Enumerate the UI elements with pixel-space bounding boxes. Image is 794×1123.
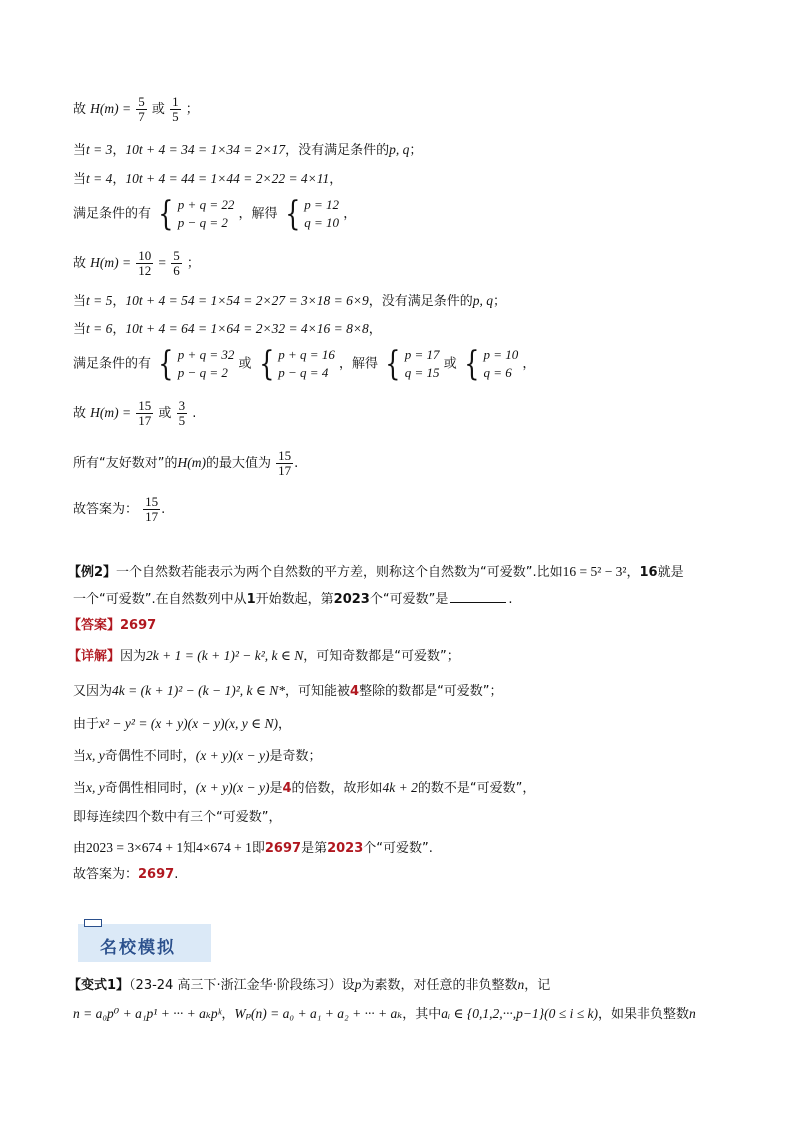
variant-tag: 【变式1】 <box>68 978 130 993</box>
brace-icon: { <box>158 344 174 384</box>
solution-line <box>73 320 382 339</box>
text: ， <box>626 565 640 580</box>
example-tag: 【例2】 <box>68 565 117 580</box>
detail-line <box>73 839 433 858</box>
text: ，如果非负整数 <box>597 1007 689 1022</box>
detail-line <box>68 647 460 666</box>
text: ，其中 <box>402 1007 442 1022</box>
text: ， <box>277 717 291 732</box>
equation-system <box>282 196 339 232</box>
text: ，可知能被 <box>285 684 351 699</box>
number: 16 <box>639 565 658 580</box>
math: 10t + 4 = 64 = 1×64 = 2×32 = 4×16 = 8×8 <box>125 321 369 336</box>
text: 当 <box>73 294 87 309</box>
text: 就是 <box>657 565 684 580</box>
section-title: 名校模拟 <box>100 938 176 958</box>
fraction <box>170 95 181 124</box>
text: ，可知奇数都是“可爱数”； <box>303 649 460 664</box>
math: 4×674 + 1 <box>196 840 252 855</box>
text: ； <box>409 143 423 158</box>
math: p <box>354 977 362 992</box>
solution-line <box>73 346 535 382</box>
banner-tab-icon <box>84 919 102 927</box>
equation-system <box>155 196 234 232</box>
text: . <box>192 406 197 421</box>
text: 一个“可爱数”.在自然数列中从 <box>73 592 247 607</box>
text: 开始数起，第 <box>255 592 334 607</box>
text: 的最大值为 <box>205 456 271 471</box>
text: 故 <box>73 256 87 271</box>
solution-line <box>73 141 422 160</box>
denominator: 7 <box>138 109 145 124</box>
text: 或 <box>443 356 457 372</box>
equation: p − q = 2 <box>177 215 228 230</box>
math: 16 = 5² − 3² <box>562 564 627 579</box>
math: aᵢ ∈ {0,1,2,···,p−1}(0 ≤ i ≤ k) <box>441 1006 598 1021</box>
denominator: 6 <box>173 263 180 278</box>
detail-line <box>73 747 321 766</box>
text: 当 <box>73 781 87 796</box>
equation-system <box>155 346 234 382</box>
text: ， <box>112 143 126 158</box>
numerator: 5 <box>173 248 180 263</box>
numerator: 1 <box>172 94 179 109</box>
answer-line <box>68 617 156 635</box>
text: ， <box>343 206 357 222</box>
fraction <box>171 249 182 278</box>
equation: p + q = 22 <box>177 197 235 212</box>
number: 2023 <box>333 592 370 607</box>
text: . <box>508 592 513 607</box>
numerator: 5 <box>138 94 145 109</box>
variant-line <box>73 1005 696 1024</box>
equation: q = 10 <box>304 215 340 230</box>
detail-line <box>73 715 291 734</box>
text: 一个自然数若能表示为两个自然数的平方差，则称这个自然数为“可爱数”.比如 <box>116 565 563 580</box>
text: 或 <box>238 356 252 372</box>
text: ； <box>493 294 507 309</box>
text: ， <box>112 322 126 337</box>
detail-tag: 【详解】 <box>68 649 121 664</box>
text: 或 <box>158 406 172 421</box>
text: ， <box>368 322 382 337</box>
math: 2k + 1 = (k + 1)² − k², k ∈ N <box>146 648 304 663</box>
text: ，解得 <box>338 356 378 372</box>
math: 2023 = 3×674 + 1 <box>86 840 184 855</box>
denominator: 5 <box>172 109 179 124</box>
equation-system <box>461 346 518 382</box>
text: 或 <box>151 102 165 117</box>
text: 的数不是“可爱数”， <box>417 781 536 796</box>
text: 设 <box>341 978 355 993</box>
text: . <box>294 456 299 471</box>
text: . <box>161 502 166 517</box>
text: 满足条件的有 <box>73 206 152 222</box>
variant-line <box>68 976 550 995</box>
numerator: 10 <box>138 248 152 263</box>
answer-blank <box>450 590 506 603</box>
denominator: 17 <box>138 413 152 428</box>
solution-line <box>73 449 298 478</box>
text: ，解得 <box>238 206 278 222</box>
denominator: 17 <box>278 463 292 478</box>
math: 10t + 4 = 34 = 1×34 = 2×17 <box>125 142 286 157</box>
text: ， <box>329 172 343 187</box>
fraction <box>136 95 147 124</box>
text: 知 <box>183 841 197 856</box>
equation: q = 6 <box>483 365 512 380</box>
numerator: 15 <box>138 398 152 413</box>
math: t = 3 <box>86 142 113 157</box>
numerator: 15 <box>278 448 292 463</box>
math: H(m) <box>177 455 206 470</box>
number: 4 <box>282 781 292 796</box>
text: 又因为 <box>73 684 113 699</box>
denominator: 5 <box>178 413 186 428</box>
text: 是第 <box>301 841 328 856</box>
fraction <box>177 399 188 428</box>
text: 即 <box>251 841 265 856</box>
equation-system <box>256 346 335 382</box>
brace-icon: { <box>258 344 275 384</box>
equation: p = 10 <box>483 347 519 362</box>
denominator: 12 <box>138 263 152 278</box>
solution-line <box>73 495 165 524</box>
math: (x + y)(x − y) <box>195 748 270 763</box>
solution-line <box>73 95 199 124</box>
fraction <box>136 249 153 278</box>
text: ， <box>112 294 126 309</box>
text: 因为 <box>120 649 147 664</box>
text: 故 <box>73 102 87 117</box>
fraction <box>136 399 153 428</box>
detail-line <box>73 682 503 701</box>
fraction <box>143 495 160 524</box>
text: 当 <box>73 749 87 764</box>
text: 由于 <box>73 717 100 732</box>
numerator: 3 <box>178 398 186 413</box>
text: 即每连续四个数中有三个“可爱数”， <box>73 810 282 825</box>
math: n <box>517 977 525 992</box>
number: 1 <box>246 592 256 607</box>
solution-line <box>73 170 342 189</box>
brace-icon: { <box>284 194 301 234</box>
detail-line <box>73 809 281 827</box>
math: 10t + 4 = 54 = 1×54 = 2×27 = 3×18 = 6×9 <box>125 293 369 308</box>
math: x, y <box>86 780 105 795</box>
math: n = a₀p⁰ + a₁p¹ + ··· + aₖpᵏ <box>73 1006 222 1021</box>
answer-value: 2697 <box>120 618 157 633</box>
number: 4 <box>350 684 360 699</box>
math: Wₚ(n) = a₀ + a₁ + a₂ + ··· + aₖ <box>234 1006 403 1021</box>
numerator: 15 <box>145 494 159 509</box>
brace-icon: { <box>464 344 480 384</box>
brace-icon: { <box>158 194 174 234</box>
equation: p = 12 <box>304 197 340 212</box>
text: 故 <box>73 406 87 421</box>
solution-line <box>73 196 356 232</box>
equation: p + q = 32 <box>177 347 235 362</box>
equation: p − q = 2 <box>177 365 228 380</box>
math: x² − y² = (x + y)(x − y)(x, y ∈ N) <box>99 716 278 731</box>
denominator: 17 <box>145 509 159 524</box>
equation: p = 17 <box>404 347 440 362</box>
number: 2023 <box>327 841 364 856</box>
math: n <box>688 1006 696 1021</box>
text: 由 <box>73 841 87 856</box>
solution-line <box>73 399 196 428</box>
text: 个“可爱数”是 <box>369 592 449 607</box>
text: ， <box>522 356 536 372</box>
math: 4k = (k + 1)² − (k − 1)², k ∈ N* <box>112 683 285 698</box>
text: 个“可爱数”. <box>363 841 433 856</box>
math: t = 6 <box>86 321 113 336</box>
number: 2697 <box>264 841 302 856</box>
fraction <box>276 449 293 478</box>
text: 整除的数都是“可爱数”； <box>359 684 503 699</box>
math: (x + y)(x − y) <box>195 780 270 795</box>
detail-line <box>73 866 178 884</box>
math: 4k + 2 <box>382 780 418 795</box>
brace-icon: { <box>385 344 401 384</box>
text: ； <box>186 256 200 271</box>
math: t = 5 <box>86 293 113 308</box>
math: H(m) = <box>90 405 132 420</box>
math: p, q <box>389 142 410 157</box>
text: 满足条件的有 <box>73 356 152 372</box>
solution-line <box>73 249 200 278</box>
text: ，记 <box>524 978 551 993</box>
solution-line <box>73 292 506 311</box>
equation: p − q = 4 <box>278 365 329 380</box>
text: ； <box>185 102 199 117</box>
detail-line <box>73 779 535 798</box>
math: H(m) = <box>90 255 132 270</box>
text: 所有“友好数对”的 <box>73 456 178 471</box>
text: 的倍数，故形如 <box>291 781 383 796</box>
equation: p + q = 16 <box>278 347 335 362</box>
text: ， <box>221 1007 235 1022</box>
equation-system <box>382 346 439 382</box>
text: 当 <box>73 143 87 158</box>
text: 当 <box>73 322 87 337</box>
text: ，没有满足条件的 <box>285 143 390 158</box>
text: 为素数，对任意的非负整数 <box>361 978 518 993</box>
math: = <box>158 255 167 270</box>
text: ， <box>112 172 126 187</box>
math: H(m) = <box>90 101 132 116</box>
text: ，没有满足条件的 <box>368 294 473 309</box>
math: 10t + 4 = 44 = 1×44 = 2×22 = 4×11 <box>125 171 330 186</box>
answer-tag: 【答案】 <box>68 618 121 633</box>
text: 奇偶性相同时， <box>104 781 196 796</box>
text: . <box>174 867 179 882</box>
text: 是奇数； <box>269 749 322 764</box>
text: 故答案为： <box>73 867 139 882</box>
text: 故答案为： <box>73 502 139 517</box>
math: p, q <box>472 293 494 308</box>
equation: q = 15 <box>404 365 440 380</box>
number: 2697 <box>138 867 175 882</box>
source: （23-24 高三下·浙江金华·阶段练习） <box>129 978 342 993</box>
text: 当 <box>73 172 87 187</box>
math: t = 4 <box>86 171 113 186</box>
text: 奇偶性不同时， <box>104 749 196 764</box>
math: x, y <box>86 748 105 763</box>
example-question-line <box>73 590 512 609</box>
text: 是 <box>269 781 283 796</box>
example-question-line <box>68 563 684 582</box>
